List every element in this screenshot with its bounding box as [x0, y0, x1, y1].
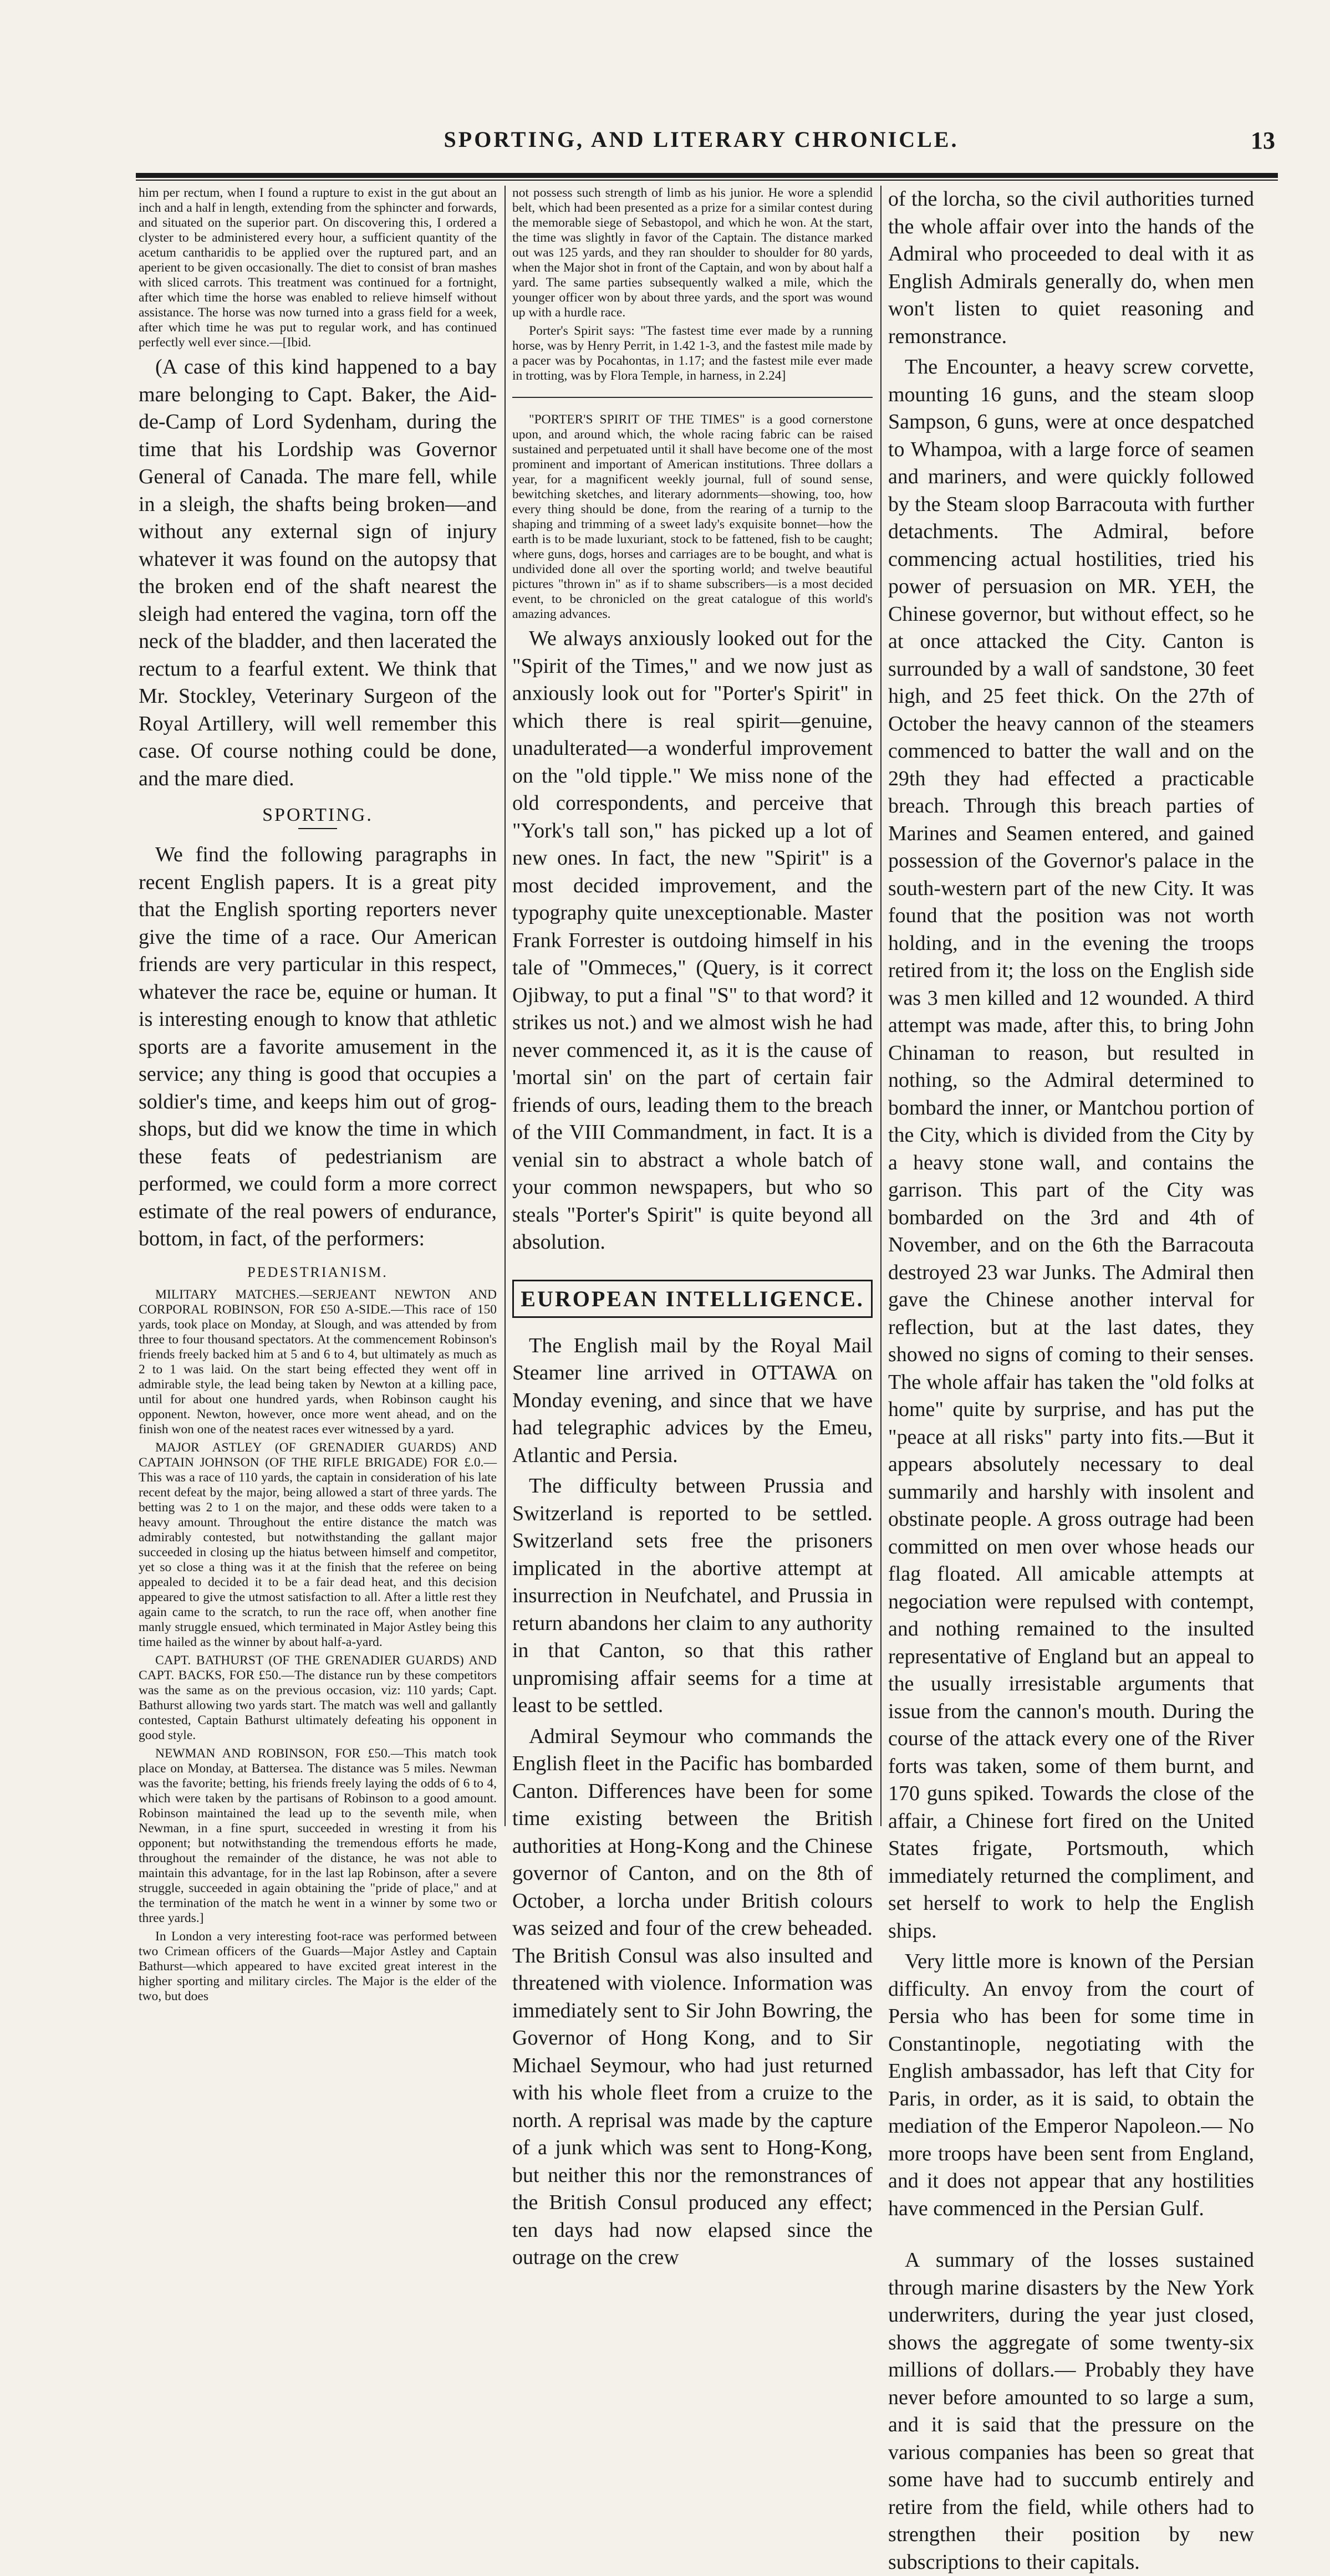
page-number: 13 [1251, 127, 1275, 154]
article-paragraph: MILITARY MATCHES.—SERJEANT NEWTON AND CORPORAL ROBINSON, FOR £50 A-SIDE.—This race of 150 yards, took place on Monday, at Slough, and was attended by from three to four thousand spectators. At the commencement Robinson's friends freely backed him at 5 and 6 to 4, but ultimately as much as 2 to 1 was laid. On the start being effected they went off in admirable style, the lead being taken by Newton at a killing pace, until for about one hundred yards, when Robinson caught his opponent. Newton, however, once more went ahead, and on the finish won one of the neatest races ever witnessed by a yard. [139, 1287, 497, 1437]
article-paragraph: MAJOR ASTLEY (OF GRENADIER GUARDS) AND CAPTAIN JOHNSON (OF THE RIFLE BRIGADE) FOR £.0.—This was a race of 110 yards, the captain in consideration of his late recent defeat by the major, being allowed a start of three yards. The betting was 2 to 1 on the major, and these odds were taken to a heavy amount. Throughout the entire distance the match was admirably contested, but notwithstanding the gallant major succeeded in closing up the hiatus between himself and competitor, yet so close a thing was it at the finish that the referee on being appealed to decided it to be a fair dead heat, and this decision appeared to give the utmost satisfaction to all. After a little rest they again came to the scratch, to run the race off, when another fine manly struggle ensued, which terminated in Major Astley being this time hailed as the winner by about half-a-yard. [139, 1440, 497, 1649]
article-paragraph: We find the following paragraphs in recent English papers. It is a great pity that the English sporting reporters never give the time of a race. Our American friends are very particular in this respect, whatever the race be, equine or human. It is interesting enough to know that athletic sports are a favorite amusement in the service; any thing is good that occupies a soldier's time, and keeps him out of grog-shops, but did we know the time in which these feats of pedestrianism are performed, we could form a more correct estimate of the real powers of endurance, bottom, in fact, of the performers: [139, 843, 497, 1250]
article-paragraph: "PORTER'S SPIRIT OF THE TIMES" is a good cornerstone upon, and around which, the whole racing fabric can be raised sustained and perpetuated until it shall have become one of the most prominent and important of American institutions. Three dollars a year, for a magnificent weekly journal, full of sound sense, bewitching sketches, and literary adornments—showing, too, how every thing should be done, from the rearing of a turnip to the shaping and trimming of a sweet lady's exquisite bonnet—how the earth is to be made luxuriant, stock to be fattened, fish to be caught; where guns, dogs, horses and carriages are to be bought, and what is undivided done all over the sporting world; and twelve beautiful pictures "thrown in" as if to shame subscribers—is a most decided event, to be chronicled on the great catalogue of this world's amazing advances. [512, 412, 873, 621]
article-paragraph: (A case of this kind happened to a bay mare belonging to Capt. Baker, the Aid-de-Camp of Lord Sydenham, during the time that his Lordship was Governor General of Canada. The mare fell, while in a sleigh, the shafts being broken—and without any external sign of injury whatever it was found on the autopsy that the broken end of the shaft nearest the sleigh had entered the vagina, torn off the neck of the bladder, and then lacerated the rectum to a fearful extent. We think that Mr. Stockley, Veterinary Surgeon of the Royal Artillery, will well remember this case. Of course nothing could be done, and the mare died. [139, 355, 497, 790]
column-divider-1 [505, 186, 506, 1826]
section-heading-sporting: SPORTING. [262, 805, 373, 825]
article-paragraph: Very little more is known of the Persian difficulty. An envoy from the court of Persia who has been for some time in Constantinople, negotiating with the English ambassador, has left that City for Paris, in order, as it is said, to obtain the mediation of the Emperor Napoleon.— No more troops have been sent from England, and it does not appear that any hostilities have commenced in the Persian Gulf. [888, 1950, 1254, 2220]
section-heading-european-intelligence: EUROPEAN INTELLIGENCE. [512, 1280, 873, 1318]
article-paragraph: A summary of the losses sustained through marine disasters by the New York underwriters, during the year just closed, shows the aggregate of some twenty-six millions of dollars.— Probably they have never before amounted to so large a sum, and it is said that the pressure on the various companies has been so great that some have had to succumb entirely and retire from the field, while others had to strengthen their position by new subscriptions to their capitals. [888, 2248, 1254, 2574]
article-paragraph: The difficulty between Prussia and Switzerland is reported to be settled. Switzerland sets free the prisoners implicated in the abortive attempt at insurrection in Neufchatel, and Prussia in return abandons her claim to any authority in that Canton, so that this rather unpromising affair seems for a time at least to be settled. [512, 1474, 873, 1717]
article-paragraph: The English mail by the Royal Mail Steamer line arrived in OTTAWA on Monday evening, and since that we have had telegraphic advices by the Emeu, Atlantic and Persia. [512, 1333, 873, 1467]
article-paragraph: CAPT. BATHURST (OF THE GRENADIER GUARDS) AND CAPT. BACKS, FOR £50.—The distance run by these competitors was the same as on the previous occasion, viz: 110 yards; Capt. Bathurst allowing two yards start. The match was well and gallantly contested, Captain Bathurst ultimately defeating his opponent in good style. [139, 1653, 497, 1742]
column-divider-2 [880, 186, 881, 1826]
subheading-pedestrianism: PEDESTRIANISM. [247, 1264, 388, 1280]
column-2 [512, 186, 873, 2269]
article-paragraph: not possess such strength of limb as his junior. He wore a splendid belt, which had been presented as a prize for a similar contest during the memorable siege of Sebastopol, and which he won. At the start, the time was slightly in favor of the Captain. The distance marked out was 125 yards, and they ran shoulder to shoulder for 80 yards, when the Major shot in front of the Captain, and won by about half a yard. The same parties subsequently walked a mile, which the younger officer won by about three yards, and the sport was wound up with a hurdle race. [512, 186, 873, 320]
header-rule-thick [136, 173, 1278, 178]
section-rule [298, 828, 337, 829]
article-paragraph: Porter's Spirit says: "The fastest time ever made by a running horse, was by Henry Perrit, in 1.42 1-3, and the fastest mile made by a pacer was by Pocahontas, in 1.17; and the fastest mile ever made in trotting, was by Flora Temple, in harness, in 2.24] [512, 324, 873, 383]
column-3 [888, 186, 1254, 2574]
header-rule-thin [136, 180, 1278, 181]
column-divider-rule [512, 397, 873, 398]
article-paragraph: him per rectum, when I found a rupture to exist in the gut about an inch and a half in length, extending from the sphincter and forwards, and situated on the superior part. On discovering this, I ordered a clyster to be administered every hour, a sufficient quantity of the acetum cantharidis to be applied over the ruptured part, and an aperient to be given occasionally. The diet to consist of bran mashes with sliced carrots. This treatment was continued for a fortnight, after which time the horse was enabled to relieve himself without assistance. The horse was now turned into a grass field for a week, after which time he was put to regular work, and has continued perfectly well ever since.—[Ibid. [139, 186, 497, 350]
running-head: SPORTING, AND LITERARY CHRONICLE. [444, 127, 959, 152]
article-paragraph: Admiral Seymour who commands the English fleet in the Pacific has bombarded Canton. Differences have been for some time existing between the British authorities at Hong-Kong and the Chinese governor of Canton, and on the 8th of October, a lorcha under British colours was seized and four of the crew beheaded. The British Consul was also insulted and threatened with violence. Information was immediately sent to Sir John Bowring, the Governor of Hong Kong, and to Sir Michael Seymour, who had just returned with his whole fleet from a cruize to the north. A reprisal was made by the capture of a junk which was sent to Hong-Kong, but neither this nor the remonstrances of the British Consul produced any effect; ten days had now elapsed since the outrage on the crew [512, 1724, 873, 2269]
article-paragraph: In London a very interesting foot-race was performed between two Crimean officers of the Guards—Major Astley and Captain Bathurst—which appeared to have excited great interest in the higher sporting and military circles. The Major is the elder of the two, but does [139, 1929, 497, 2003]
article-paragraph: of the lorcha, so the civil authorities turned the whole affair over into the hands of the Admiral who proceeded to deal with it as English Admirals generally do, when men won't listen to quiet reasoning and remonstrance. [888, 187, 1254, 348]
column-1 [139, 186, 497, 2003]
paragraph-spacer [888, 2226, 1254, 2247]
article-paragraph: NEWMAN AND ROBINSON, FOR £50.—This match took place on Monday, at Battersea. The distance was 5 miles. Newman was the favorite; betting, his friends freely laying the odds of 6 to 4, which were taken by the partisans of Robinson to a good amount. Robinson maintained the lead up to the seventh mile, when Newman, in a fine spurt, succeeded in wresting it from his opponent; but notwithstanding the tremendous efforts he made, throughout the remainder of the distance, he was not able to maintain this advantage, for in the last lap Robinson, after a severe struggle, succeeded in again obtaining the "pride of place," and at the termination of the match he went in a winner by some two or three yards.] [139, 1746, 497, 1925]
article-paragraph: The Encounter, a heavy screw corvette, mounting 16 guns, and the steam sloop Sampson, 6 guns, were at once despatched to Whampoa, with a large force of seamen and mariners, and were quickly followed by the Steam sloop Barracouta with further detachments. The Admiral, before commencing actual hostilities, tried his power of persuasion on MR. YEH, the Chinese governor, but without effect, so he at once attacked the City. Canton is surrounded by a wall of sandstone, 30 feet high, and 25 feet thick. On the 27th of October the heavy cannon of the steamers commenced to batter the wall and on the 29th they had effected a practicable breach. Through this breach parties of Marines and Seamen entered, and gained possession of the Governor's palace in the south-western part of the new City. It was found that the position was not worth holding, and in the evening the troops retired from it; the loss on the English side was 3 men killed and 12 wounded. A third attempt was made, after this, to bring John Chinaman to reason, but resulted in nothing, so the Admiral determined to bombard the inner, or Mantchou portion of the City, which is divided from the City by a heavy stone wall, and contains the garrison. This part of the City was bombarded on the 3rd and 4th of November, and on the 6th the Barracouta destroyed 23 war Junks. The Admiral then gave the Chinese another interval for reflection, but at the last dates, they showed no signs of coming to their senses. The whole affair has taken the "old folks at home" quite by surprise, and has put the "peace at all risks" party into fits.—But it appears absolutely necessary to deal summarily and harshly with insolent and obstinate people. A gross outrage had been committed on men over whose heads our flag floated. All amicable attempts at negociation were repulsed with contempt, and nothing remained to the insulted representative of England but an appeal to the usually irresistable arguments that issue from the cannon's mouth. During the course of the attack every one of the River forts was taken, some of them burnt, and 170 guns spiked. Towards the close of the affair, a Chinese fort fired on the United States frigate, Portsmouth, which immediately returned the compliment, and set herself to work to help the English ships. [888, 355, 1254, 1943]
page-header [128, 126, 1275, 160]
article-paragraph: We always anxiously looked out for the "Spirit of the Times," and we now just as anxiously look out for "Porter's Spirit" in which there is real spirit—genuine, unadulterated—a wonderful improvement on the "old tipple." We miss none of the old correspondents, and perceive that "York's tall son," has picked up a lot of new ones. In fact, the new "Spirit" is a most decided improvement, and the typography quite unexceptionable. Master Frank Forrester is outdoing himself in his tale of "Ommeces," (Query, is it correct Ojibway, to put a final "S" to that word? it strikes us not.) and we almost wish he had never commenced it, as it is the cause of 'mortal sin' on the part of certain fair friends of ours, leading them to the breach of the VIII Commandment, in fact. It is a venial sin to abstract a whole batch of your common newspapers, but who so steals "Porter's Spirit" is quite beyond all absolution. [512, 627, 873, 1254]
